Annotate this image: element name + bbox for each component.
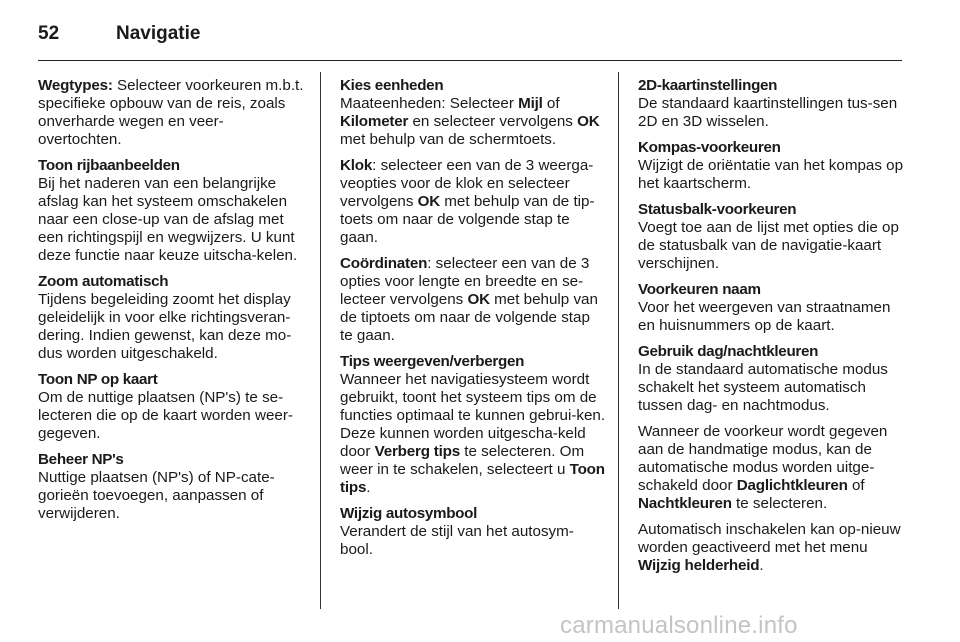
toon-rijbaanbeelden-heading: Toon rijbaanbeelden <box>38 157 180 174</box>
klok-label: Klok <box>340 157 373 174</box>
entry-beheer-np <box>38 451 304 523</box>
page-number: 52 <box>38 23 60 44</box>
coordinaten-text <box>340 255 606 345</box>
coord-ok: OK <box>467 291 490 308</box>
klok-ok: OK <box>417 193 441 210</box>
toon-rijbaanbeelden-text: Bij het naderen van een belangrijke afslag kan het systeem omschakelen naar een close-up van de afslag met een richtingspijl en wegwijzers. U kunt deze functie naar keuze uitscha-kelen. <box>38 175 298 264</box>
kies-eenheden-text <box>340 95 606 149</box>
dag-daglicht: Daglichtkleuren <box>736 477 848 494</box>
klok-t1: : selecteer een van de 3 weerga-veopties voor de klok en selecteer vervolgens <box>340 157 594 210</box>
column-2 <box>340 77 606 567</box>
dag-t4: te selecteren. <box>731 495 828 512</box>
kies-t2: of <box>542 95 560 112</box>
toon-np-heading: Toon NP op kaart <box>38 371 158 388</box>
coord-t2: met behulp van de tiptoets om naar de volgende stap te gaan. <box>340 291 598 344</box>
entry-dag-nacht <box>638 343 904 575</box>
voorkeuren-naam-heading: Voorkeuren naam <box>638 281 761 298</box>
wegtypes-text: Selecteer voorkeuren m.b.t. specifieke opbouw van de reis, zoals onverharde wegen en veer-overtochten. <box>38 77 304 148</box>
kies-eenheden-heading: Kies eenheden <box>340 77 444 94</box>
entry-kies-eenheden <box>340 77 606 345</box>
header-rule <box>38 60 902 61</box>
kompas-heading: Kompas-voorkeuren <box>638 139 781 156</box>
watermark: carmanualsonline.info <box>560 612 798 639</box>
klok-t2: met behulp van de tip-toets om naar de volgende stap te gaan. <box>340 193 595 246</box>
tips-heading: Tips weergeven/verbergen <box>340 353 525 370</box>
entry-wegtypes <box>38 77 304 149</box>
zoom-automatisch-text: Tijdens begeleiding zoomt het display geleidelijk in voor elke richtingsveran-dering. Indien gewenst, kan deze mo-dus worden uitgeschakeld. <box>38 291 292 362</box>
dag-nacht-manual-text <box>638 423 904 513</box>
zoom-automatisch-heading: Zoom automatisch <box>38 273 169 290</box>
dag-nacht: Nachtkleuren <box>638 495 732 512</box>
dag-t3: of <box>847 477 865 494</box>
kompas-text: Wijzigt de oriëntatie van het kompas op het kaartscherm. <box>638 157 904 192</box>
column-1 <box>38 77 304 531</box>
kies-t4: met behulp van de schermtoets. <box>340 131 557 148</box>
tips-verberg: Verberg tips <box>374 443 461 460</box>
entry-kompas <box>638 139 904 193</box>
dag-t2: Wanneer de voorkeur wordt gegeven aan de handmatige modus, kan de automatische modus worden uitge-schakeld door <box>638 423 888 494</box>
kies-kilometer: Kilometer <box>340 113 409 130</box>
entry-toon-np <box>38 371 304 443</box>
coord-t1: : selecteer een van de 3 opties voor lengte en breedte en se-lecteer vervolgens <box>340 255 590 308</box>
tips-t1: Wanneer het navigatiesysteem wordt gebruikt, toont het systeem tips om de functies optimaal te kunnen gebrui-ken. Deze kunnen worden uitgescha-keld door <box>340 371 606 460</box>
auto-helderheid-text <box>638 521 904 575</box>
voorkeuren-naam-text: Voor het weergeven van straatnamen en huisnummers op de kaart. <box>638 299 891 334</box>
auto-t2: . <box>759 557 764 574</box>
kies-t3: en selecteer vervolgens <box>408 113 578 130</box>
kies-t1: Maateenheden: Selecteer <box>340 95 519 112</box>
coordinaten-label: Coördinaten <box>340 255 428 272</box>
column-divider-1 <box>320 72 321 609</box>
kies-ok: OK <box>577 113 600 130</box>
beheer-np-heading: Beheer NP's <box>38 451 124 468</box>
entry-2d-kaart <box>638 77 904 131</box>
kies-mijl: Mijl <box>518 95 543 112</box>
wijzig-autosymbool-text: Verandert de stijl van het autosym-bool. <box>340 523 574 558</box>
statusbalk-text: Voegt toe aan de lijst met opties die op de statusbalk van de navigatie-kaart verschijnen. <box>638 219 899 272</box>
entry-toon-rijbaanbeelden <box>38 157 304 265</box>
2d-kaart-heading: 2D-kaartinstellingen <box>638 77 778 94</box>
entry-wijzig-autosymbool <box>340 505 606 559</box>
wegtypes-label: Wegtypes: <box>38 77 113 94</box>
2d-kaart-text: De standaard kaartinstellingen tus-sen 2D en 3D wisselen. <box>638 95 898 130</box>
klok-text <box>340 157 606 247</box>
statusbalk-heading: Statusbalk-voorkeuren <box>638 201 797 218</box>
entry-statusbalk <box>638 201 904 273</box>
page-title: Navigatie <box>116 23 201 44</box>
tips-t2: te selecteren. Om weer in te schakelen, selecteert u <box>340 443 585 478</box>
toon-np-text: Om de nuttige plaatsen (NP's) te se-lecteren die op de kaart worden weer-gegeven. <box>38 389 293 442</box>
tips-toon: Toon tips <box>340 461 605 496</box>
tips-text <box>340 371 606 497</box>
auto-t1: Automatisch inschakelen kan op-nieuw worden geactiveerd met het menu <box>638 521 901 556</box>
entry-zoom-automatisch <box>38 273 304 363</box>
column-divider-2 <box>618 72 619 609</box>
tips-t3: . <box>366 479 371 496</box>
column-3 <box>638 77 904 583</box>
page-header <box>38 14 200 54</box>
entry-tips <box>340 353 606 497</box>
dag-nacht-text: In de standaard automatische modus schakelt het systeem automatisch tussen dag- en nachtmodus. <box>638 361 888 414</box>
beheer-np-text: Nuttige plaatsen (NP's) of NP-cate-gorieën toevoegen, aanpassen of verwijderen. <box>38 469 275 522</box>
wijzig-autosymbool-heading: Wijzig autosymbool <box>340 505 478 522</box>
auto-wijzig-helderheid: Wijzig helderheid <box>638 557 760 574</box>
entry-voorkeuren-naam <box>638 281 904 335</box>
dag-nacht-heading: Gebruik dag/nachtkleuren <box>638 343 819 360</box>
